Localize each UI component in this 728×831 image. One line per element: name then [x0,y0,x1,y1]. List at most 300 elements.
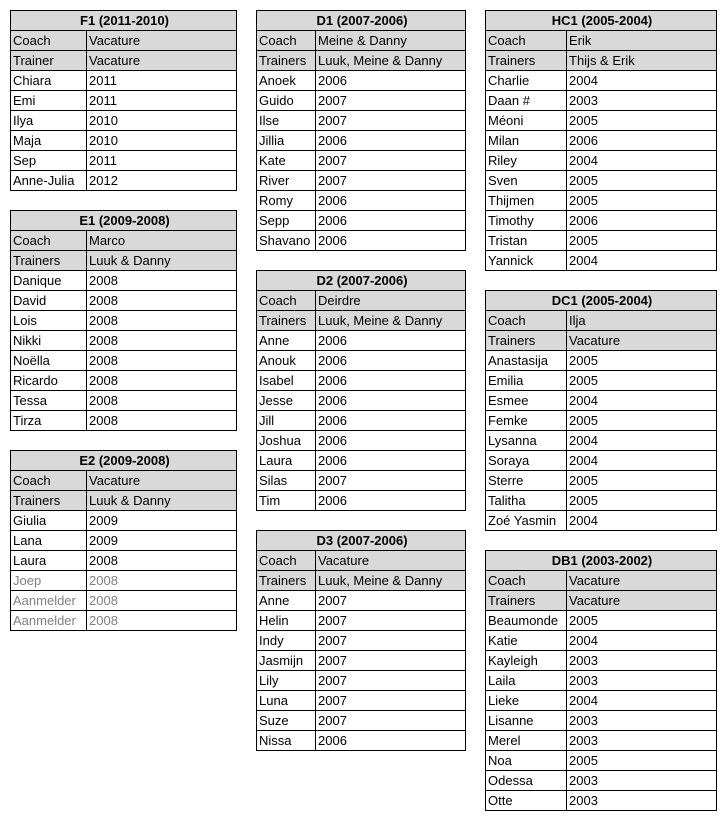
player-birth-year: 2007 [316,471,466,491]
staff-names: Ilja [567,311,717,331]
staff-role: Coach [486,311,567,331]
player-birth-year: 2006 [316,431,466,451]
player-birth-year: 2004 [567,151,717,171]
player-row [257,231,466,251]
player-birth-year: 2004 [567,251,717,271]
player-birth-year: 2006 [316,351,466,371]
player-name: Kate [257,151,316,171]
staff-row [257,31,466,51]
player-name: Anne [257,331,316,351]
player-row [257,91,466,111]
player-row [257,151,466,171]
player-row [11,111,237,131]
player-birth-year: 2004 [567,71,717,91]
player-name: Tim [257,491,316,511]
player-birth-year: 2008 [87,371,237,391]
player-birth-year: 2004 [567,631,717,651]
player-name: Giulia [11,511,87,531]
staff-role: Coach [257,551,316,571]
player-name: Beaumonde [486,611,567,631]
player-birth-year: 2011 [87,151,237,171]
player-row [257,471,466,491]
staff-row [486,311,717,331]
player-birth-year: 2006 [567,131,717,151]
staff-role: Coach [486,571,567,591]
player-name: Sep [11,151,87,171]
player-row [11,371,237,391]
player-row [11,391,237,411]
player-name: Laila [486,671,567,691]
player-name: Danique [11,271,87,291]
player-row [486,651,717,671]
staff-names: Luuk, Meine & Danny [316,51,466,71]
staff-row [486,31,717,51]
player-name: Nissa [257,731,316,751]
player-birth-year: 2004 [567,391,717,411]
player-name: Zoé Yasmin [486,511,567,531]
staff-role: Trainer [11,51,87,71]
player-row [486,131,717,151]
player-row [11,151,237,171]
player-row [486,751,717,771]
player-birth-year: 2006 [316,331,466,351]
staff-role: Trainers [486,331,567,351]
player-birth-year: 2006 [316,411,466,431]
team-title-row [257,531,466,551]
player-row [486,151,717,171]
staff-names: Luuk & Danny [87,491,237,511]
player-birth-year: 2007 [316,91,466,111]
player-row [257,451,466,471]
player-row [257,391,466,411]
player-name: Femke [486,411,567,431]
player-row [257,111,466,131]
player-name: Lisanne [486,711,567,731]
team-table [485,10,717,271]
player-row [257,331,466,351]
player-birth-year: 2006 [316,731,466,751]
team-title-row [486,291,717,311]
staff-role: Coach [11,471,87,491]
staff-names: Vacature [567,571,717,591]
player-name: Helin [257,611,316,631]
player-birth-year: 2006 [316,71,466,91]
player-name: Lieke [486,691,567,711]
team-title: F1 (2011-2010) [11,11,237,31]
player-row [257,131,466,151]
player-birth-year: 2006 [316,391,466,411]
player-row [257,591,466,611]
player-birth-year: 2005 [567,351,717,371]
player-row [11,171,237,191]
player-birth-year: 2007 [316,171,466,191]
player-birth-year: 2004 [567,511,717,531]
player-row [257,191,466,211]
staff-row [11,31,237,51]
player-row [11,551,237,571]
player-row [257,491,466,511]
player-name: Odessa [486,771,567,791]
player-birth-year: 2005 [567,371,717,391]
staff-names: Vacature [87,31,237,51]
player-birth-year: 2005 [567,751,717,771]
player-row [11,311,237,331]
player-row [486,451,717,471]
player-name: Emi [11,91,87,111]
player-name: Ilse [257,111,316,131]
player-row [257,611,466,631]
staff-role: Coach [257,31,316,51]
player-name: Charlie [486,71,567,91]
staff-row [257,311,466,331]
player-birth-year: 2003 [567,731,717,751]
player-row [11,411,237,431]
staff-row [11,231,237,251]
player-birth-year: 2006 [316,131,466,151]
player-row [486,251,717,271]
player-name: Sterre [486,471,567,491]
player-birth-year: 2005 [567,111,717,131]
player-birth-year: 2006 [316,371,466,391]
player-name: Milan [486,131,567,151]
player-name: Anoek [257,71,316,91]
player-name: Chiara [11,71,87,91]
staff-row [486,331,717,351]
player-row [257,691,466,711]
player-name: Joshua [257,431,316,451]
player-birth-year: 2006 [316,211,466,231]
player-birth-year: 2003 [567,791,717,811]
team-table [10,10,237,191]
staff-row [257,571,466,591]
staff-names: Vacature [567,331,717,351]
team-table [256,530,466,751]
player-birth-year: 2005 [567,491,717,511]
team-title: HC1 (2005-2004) [486,11,717,31]
staff-names: Erik [567,31,717,51]
player-birth-year: 2007 [316,591,466,611]
staff-role: Trainers [486,51,567,71]
player-row [257,671,466,691]
staff-names: Luuk, Meine & Danny [316,571,466,591]
player-row [257,631,466,651]
team-title-row [11,211,237,231]
team-title-row [486,11,717,31]
player-name: Ricardo [11,371,87,391]
player-name: Kayleigh [486,651,567,671]
player-row [257,351,466,371]
team-table [256,270,466,511]
team-table [256,10,466,251]
team-title-row [11,451,237,471]
player-birth-year: 2005 [567,171,717,191]
staff-role: Coach [11,31,87,51]
player-row [11,271,237,291]
staff-names: Luuk & Danny [87,251,237,271]
player-name: Jill [257,411,316,431]
team-title-row [11,11,237,31]
player-row [486,671,717,691]
player-name: Jillia [257,131,316,151]
team-table [10,210,237,431]
staff-row [486,591,717,611]
player-name: Indy [257,631,316,651]
player-birth-year: 2008 [87,351,237,371]
staff-role: Trainers [257,571,316,591]
team-title: DB1 (2003-2002) [486,551,717,571]
staff-row [11,51,237,71]
player-birth-year: 2003 [567,91,717,111]
player-birth-year: 2007 [316,151,466,171]
player-birth-year: 2007 [316,611,466,631]
player-name: Laura [11,551,87,571]
player-name: Anne [257,591,316,611]
player-row [486,351,717,371]
player-birth-year: 2009 [87,511,237,531]
player-name: Anouk [257,351,316,371]
staff-names: Vacature [567,591,717,611]
player-birth-year: 2012 [87,171,237,191]
player-row [257,211,466,231]
team-title: D3 (2007-2006) [257,531,466,551]
player-name: Tessa [11,391,87,411]
player-birth-year: 2006 [567,211,717,231]
staff-role: Trainers [486,591,567,611]
team-title: E2 (2009-2008) [11,451,237,471]
player-name: Laura [257,451,316,471]
player-birth-year: 2008 [87,411,237,431]
staff-names: Vacature [87,471,237,491]
pending-player-name: Aanmelder [11,591,87,611]
player-name: Noa [486,751,567,771]
staff-row [257,51,466,71]
player-row [486,691,717,711]
player-name: Maja [11,131,87,151]
staff-role: Trainers [257,311,316,331]
player-row [11,531,237,551]
player-birth-year: 2003 [567,711,717,731]
pending-player-row [11,591,237,611]
staff-row [257,551,466,571]
player-row [257,731,466,751]
player-name: Guido [257,91,316,111]
player-birth-year: 2005 [567,191,717,211]
staff-names: Luuk, Meine & Danny [316,311,466,331]
player-name: Daan # [486,91,567,111]
player-name: Luna [257,691,316,711]
player-row [486,231,717,251]
player-row [486,111,717,131]
player-row [486,471,717,491]
player-row [257,711,466,731]
staff-role: Coach [11,231,87,251]
player-name: Anastasija [486,351,567,371]
player-name: Otte [486,791,567,811]
player-name: Suze [257,711,316,731]
player-row [486,71,717,91]
player-row [11,131,237,151]
player-birth-year: 2008 [87,311,237,331]
team-table [485,290,717,531]
player-birth-year: 2007 [316,711,466,731]
player-birth-year: 2011 [87,71,237,91]
team-table [10,450,237,631]
player-row [257,171,466,191]
player-name: Tirza [11,411,87,431]
staff-row [11,471,237,491]
staff-row [11,491,237,511]
player-birth-year: 2006 [316,491,466,511]
player-row [486,391,717,411]
player-name: Anne-Julia [11,171,87,191]
player-name: Merel [486,731,567,751]
player-name: River [257,171,316,191]
player-birth-year: 2006 [316,451,466,471]
player-birth-year: 2006 [316,191,466,211]
player-name: Soraya [486,451,567,471]
player-row [486,211,717,231]
player-row [257,371,466,391]
player-row [486,511,717,531]
player-row [486,191,717,211]
player-name: Lily [257,671,316,691]
player-name: Méoni [486,111,567,131]
player-row [486,771,717,791]
player-row [486,91,717,111]
player-birth-year: 2007 [316,691,466,711]
player-name: Lois [11,311,87,331]
team-title: D2 (2007-2006) [257,271,466,291]
player-birth-year: 2004 [567,691,717,711]
player-row [11,331,237,351]
player-birth-year: 2004 [567,451,717,471]
player-birth-year: 2005 [567,231,717,251]
player-row [257,431,466,451]
staff-names: Marco [87,231,237,251]
player-name: Katie [486,631,567,651]
player-name: Isabel [257,371,316,391]
team-title: D1 (2007-2006) [257,11,466,31]
staff-role: Trainers [11,251,87,271]
player-name: Riley [486,151,567,171]
player-birth-year: 2008 [87,291,237,311]
player-name: Lysanna [486,431,567,451]
player-row [486,371,717,391]
staff-role: Coach [486,31,567,51]
pending-player-row [11,611,237,631]
player-name: Noëlla [11,351,87,371]
player-name: Sven [486,171,567,191]
pending-player-row [11,571,237,591]
player-birth-year: 2003 [567,651,717,671]
staff-names: Deirdre [316,291,466,311]
player-row [11,511,237,531]
player-name: Jesse [257,391,316,411]
player-name: Romy [257,191,316,211]
pending-player-name: Joep [11,571,87,591]
player-row [257,411,466,431]
staff-names: Meine & Danny [316,31,466,51]
player-name: Timothy [486,211,567,231]
player-row [486,171,717,191]
player-birth-year: 2007 [316,631,466,651]
player-row [11,91,237,111]
pending-player-birth-year: 2008 [87,591,237,611]
player-birth-year: 2007 [316,651,466,671]
player-row [486,611,717,631]
player-row [11,351,237,371]
player-birth-year: 2003 [567,671,717,691]
player-row [257,71,466,91]
team-title-row [486,551,717,571]
player-birth-year: 2008 [87,391,237,411]
player-birth-year: 2003 [567,771,717,791]
player-row [11,71,237,91]
player-birth-year: 2009 [87,531,237,551]
team-title-row [257,11,466,31]
player-row [486,731,717,751]
player-name: David [11,291,87,311]
player-birth-year: 2011 [87,91,237,111]
player-birth-year: 2005 [567,611,717,631]
player-row [486,711,717,731]
player-birth-year: 2004 [567,431,717,451]
team-title: DC1 (2005-2004) [486,291,717,311]
player-name: Thijmen [486,191,567,211]
player-row [486,631,717,651]
pending-player-birth-year: 2008 [87,571,237,591]
player-row [11,291,237,311]
staff-role: Coach [257,291,316,311]
staff-role: Trainers [257,51,316,71]
player-name: Tristan [486,231,567,251]
player-row [486,791,717,811]
player-name: Talitha [486,491,567,511]
player-name: Sepp [257,211,316,231]
player-birth-year: 2008 [87,551,237,571]
player-name: Yannick [486,251,567,271]
player-birth-year: 2005 [567,411,717,431]
player-birth-year: 2008 [87,271,237,291]
player-birth-year: 2005 [567,471,717,491]
staff-row [486,571,717,591]
player-name: Ilya [11,111,87,131]
team-title: E1 (2009-2008) [11,211,237,231]
staff-row [486,51,717,71]
player-birth-year: 2007 [316,671,466,691]
pending-player-birth-year: 2008 [87,611,237,631]
player-birth-year: 2010 [87,111,237,131]
player-name: Jasmijn [257,651,316,671]
player-row [486,491,717,511]
player-name: Esmee [486,391,567,411]
player-birth-year: 2006 [316,231,466,251]
player-birth-year: 2010 [87,131,237,151]
staff-row [257,291,466,311]
player-name: Lana [11,531,87,551]
player-name: Emilia [486,371,567,391]
player-birth-year: 2007 [316,111,466,131]
staff-names: Thijs & Erik [567,51,717,71]
player-name: Shavano [257,231,316,251]
team-title-row [257,271,466,291]
pending-player-name: Aanmelder [11,611,87,631]
player-name: Nikki [11,331,87,351]
player-birth-year: 2008 [87,331,237,351]
player-name: Silas [257,471,316,491]
staff-role: Trainers [11,491,87,511]
staff-row [11,251,237,271]
